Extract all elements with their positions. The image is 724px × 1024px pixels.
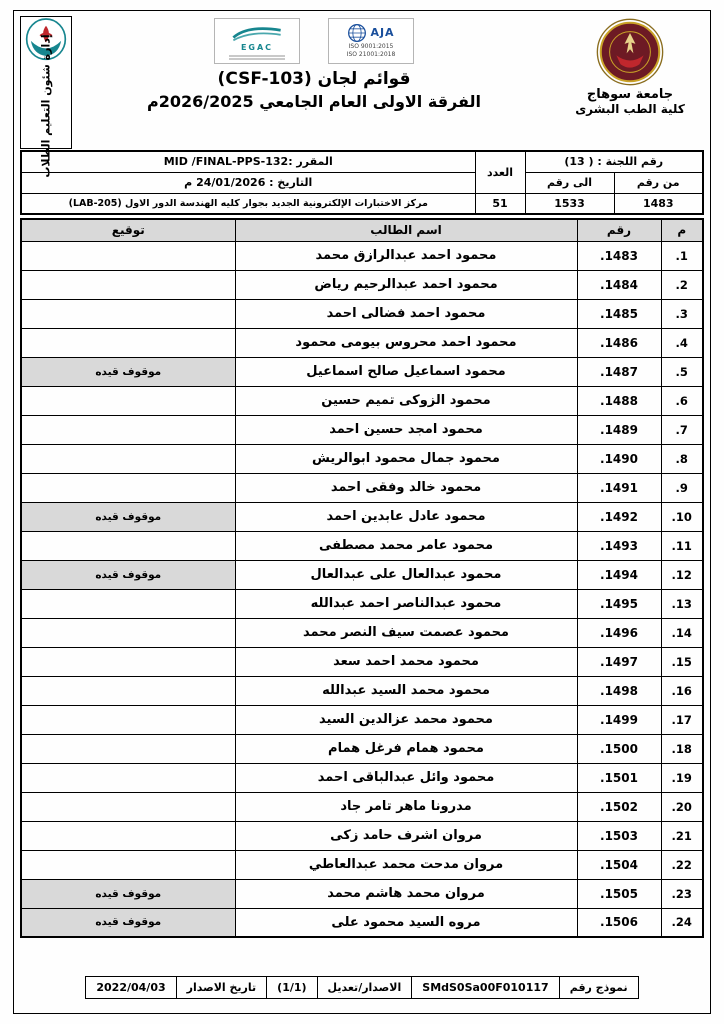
aja-globe-icon [347, 23, 367, 43]
signature-cell [21, 705, 235, 734]
name-cell: محمود محمد عزالدين السيد [235, 705, 577, 734]
count-label: العدد [475, 151, 525, 193]
number-cell: 1495. [577, 589, 661, 618]
number-cell: 1490. [577, 444, 661, 473]
egac-cert-box [214, 18, 300, 64]
signature-cell: موقوف قيده [21, 560, 235, 589]
student-row [21, 386, 703, 415]
student-row [21, 270, 703, 299]
number-cell: 1485. [577, 299, 661, 328]
issue-date-label: تاريخ الاصدار [176, 977, 267, 999]
name-cell: مروه السيد محمود على [235, 908, 577, 937]
name-cell: محمود محمد احمد سعد [235, 647, 577, 676]
serial-cell: 4. [661, 328, 703, 357]
to-number-label: الى رقم [525, 172, 614, 193]
student-row [21, 531, 703, 560]
page-frame [13, 10, 711, 1014]
serial-cell: 7. [661, 415, 703, 444]
egac-caption-lines [229, 54, 285, 60]
name-cell: محمود احمد فضالى احمد [235, 299, 577, 328]
serial-cell: 8. [661, 444, 703, 473]
serial-cell: 17. [661, 705, 703, 734]
university-block [556, 16, 704, 116]
signature-cell [21, 415, 235, 444]
student-row [21, 908, 703, 937]
serial-cell: 11. [661, 531, 703, 560]
signature-cell [21, 792, 235, 821]
number-cell: 1492. [577, 502, 661, 531]
signature-header: توقيع [21, 219, 235, 241]
signature-cell [21, 444, 235, 473]
signature-cell [21, 821, 235, 850]
number-cell: 1491. [577, 473, 661, 502]
admin-office-block [20, 16, 72, 178]
name-cell: محمود همام فرغل همام [235, 734, 577, 763]
name-cell: مروان محمد هاشم محمد [235, 879, 577, 908]
faculty-name: كلية الطب البشرى [575, 102, 685, 116]
student-row [21, 473, 703, 502]
aja-logo [347, 23, 394, 43]
signature-cell [21, 386, 235, 415]
serial-cell: 9. [661, 473, 703, 502]
number-cell: 1499. [577, 705, 661, 734]
name-cell: مروان مدحت محمد عبدالعاطي [235, 850, 577, 879]
footer-table [85, 976, 638, 999]
issue-date-value: 2022/04/03 [86, 977, 176, 999]
course-field: المقرر :MID /FINAL-PPS-132 [21, 151, 475, 172]
students-tbody [21, 241, 703, 937]
signature-cell: موقوف قيده [21, 357, 235, 386]
student-row [21, 415, 703, 444]
student-row [21, 241, 703, 270]
number-cell: 1503. [577, 821, 661, 850]
number-header: رقم [577, 219, 661, 241]
student-row [21, 444, 703, 473]
serial-cell: 13. [661, 589, 703, 618]
student-row [21, 299, 703, 328]
students-table [20, 218, 704, 938]
student-row [21, 328, 703, 357]
exam-info-table [20, 150, 704, 215]
name-cell: محمود عصمت سيف النصر محمد [235, 618, 577, 647]
student-row [21, 879, 703, 908]
serial-cell: 12. [661, 560, 703, 589]
name-cell: محمود محمد السيد عبدالله [235, 676, 577, 705]
name-cell: محمود خالد وفقى احمد [235, 473, 577, 502]
serial-cell: 3. [661, 299, 703, 328]
signature-cell [21, 473, 235, 502]
student-row [21, 734, 703, 763]
serial-cell: 14. [661, 618, 703, 647]
number-cell: 1494. [577, 560, 661, 589]
name-cell: محمود عامر محمد مصطفى [235, 531, 577, 560]
info-row-1 [21, 151, 703, 172]
signature-cell [21, 647, 235, 676]
student-row [21, 502, 703, 531]
signature-cell [21, 763, 235, 792]
student-row [21, 618, 703, 647]
students-header-row [21, 219, 703, 241]
signature-cell: موقوف قيده [21, 879, 235, 908]
signature-cell [21, 618, 235, 647]
serial-cell: 23. [661, 879, 703, 908]
number-cell: 1496. [577, 618, 661, 647]
name-cell: محمود وائل عبدالباقى احمد [235, 763, 577, 792]
student-row [21, 763, 703, 792]
university-logo-icon [596, 18, 664, 86]
serial-cell: 16. [661, 676, 703, 705]
number-cell: 1497. [577, 647, 661, 676]
to-number-value: 1533 [525, 193, 614, 214]
footer-row [86, 977, 638, 999]
university-name: جامعة سوهاج [586, 87, 674, 102]
document-title: قوائم لجان (CSF-103) [217, 69, 411, 89]
serial-cell: 10. [661, 502, 703, 531]
number-cell: 1487. [577, 357, 661, 386]
name-header: اسم الطالب [235, 219, 577, 241]
signature-cell [21, 531, 235, 560]
number-cell: 1489. [577, 415, 661, 444]
serial-cell: 2. [661, 270, 703, 299]
info-row-3 [21, 193, 703, 214]
student-row [21, 850, 703, 879]
student-row [21, 821, 703, 850]
name-cell: محمود الزوكى تميم حسين [235, 386, 577, 415]
name-cell: محمود عبدالناصر احمد عبدالله [235, 589, 577, 618]
signature-cell [21, 589, 235, 618]
form-number-label: نموذج رقم [559, 977, 638, 999]
number-cell: 1488. [577, 386, 661, 415]
number-cell: 1498. [577, 676, 661, 705]
name-cell: محمود عادل عابدين احمد [235, 502, 577, 531]
info-row-2 [21, 172, 703, 193]
name-cell: محمود احمد محروس بيومى محمود [235, 328, 577, 357]
certification-logos [72, 18, 556, 64]
serial-cell: 15. [661, 647, 703, 676]
committee-number: رقم اللجنة : ( 13) [525, 151, 703, 172]
number-cell: 1505. [577, 879, 661, 908]
name-cell: محمود احمد عبدالرازق محمد [235, 241, 577, 270]
name-cell: محمود اسماعيل صالح اسماعيل [235, 357, 577, 386]
aja-cert-box [328, 18, 414, 64]
number-cell: 1500. [577, 734, 661, 763]
student-row [21, 705, 703, 734]
serial-cell: 24. [661, 908, 703, 937]
exam-location: مركز الاختبارات الإلكترونية الجديد بجوار كليه الهندسة الدور الاول (LAB-205) [21, 193, 475, 214]
from-number-label: من رقم [614, 172, 703, 193]
count-value: 51 [475, 193, 525, 214]
serial-header: م [661, 219, 703, 241]
number-cell: 1486. [577, 328, 661, 357]
signature-cell: موقوف قيده [21, 502, 235, 531]
signature-cell: موقوف قيده [21, 908, 235, 937]
admin-office-label: إدارة شئون التعليم الطلاب [39, 33, 53, 178]
name-cell: محمود عبدالعال على عبدالعال [235, 560, 577, 589]
name-cell: محمود جمال محمود ابوالريش [235, 444, 577, 473]
serial-cell: 19. [661, 763, 703, 792]
signature-cell [21, 676, 235, 705]
serial-cell: 21. [661, 821, 703, 850]
student-row [21, 560, 703, 589]
signature-cell [21, 328, 235, 357]
serial-cell: 5. [661, 357, 703, 386]
signature-cell [21, 734, 235, 763]
student-row [21, 647, 703, 676]
egac-swoosh-icon [227, 23, 287, 43]
from-number-value: 1483 [614, 193, 703, 214]
student-row [21, 357, 703, 386]
student-row [21, 676, 703, 705]
number-cell: 1501. [577, 763, 661, 792]
number-cell: 1504. [577, 850, 661, 879]
name-cell: محمود امجد حسين احمد [235, 415, 577, 444]
name-cell: محمود احمد عبدالرحيم رياض [235, 270, 577, 299]
aja-iso-line-1: ISO 9001:2015 [348, 42, 394, 50]
version-value: (1/1) [267, 977, 317, 999]
student-row [21, 792, 703, 821]
name-cell: مدرونا ماهر تامر جاد [235, 792, 577, 821]
signature-cell [21, 241, 235, 270]
form-number-value: SMdS0Sa00F010117 [412, 977, 559, 999]
number-cell: 1502. [577, 792, 661, 821]
date-field: التاريخ : 24/01/2026 م [21, 172, 475, 193]
student-row [21, 589, 703, 618]
serial-cell: 20. [661, 792, 703, 821]
signature-cell [21, 850, 235, 879]
aja-iso-line-2: ISO 21001:2018 [346, 51, 396, 58]
signature-cell [21, 270, 235, 299]
serial-cell: 18. [661, 734, 703, 763]
number-cell: 1506. [577, 908, 661, 937]
serial-cell: 22. [661, 850, 703, 879]
egac-label: EGAC [240, 42, 274, 52]
name-cell: مروان اشرف حامد زكى [235, 821, 577, 850]
serial-cell: 6. [661, 386, 703, 415]
number-cell: 1493. [577, 531, 661, 560]
signature-cell [21, 299, 235, 328]
admin-office-label-wrap [21, 33, 71, 178]
number-cell: 1484. [577, 270, 661, 299]
document-subtitle: الفرقة الاولى العام الجامعي 2026/2025م [146, 92, 481, 111]
header-center [72, 16, 556, 111]
aja-label: AJA [370, 26, 395, 40]
version-label: الاصدار/تعديل [317, 977, 412, 999]
serial-cell: 1. [661, 241, 703, 270]
number-cell: 1483. [577, 241, 661, 270]
